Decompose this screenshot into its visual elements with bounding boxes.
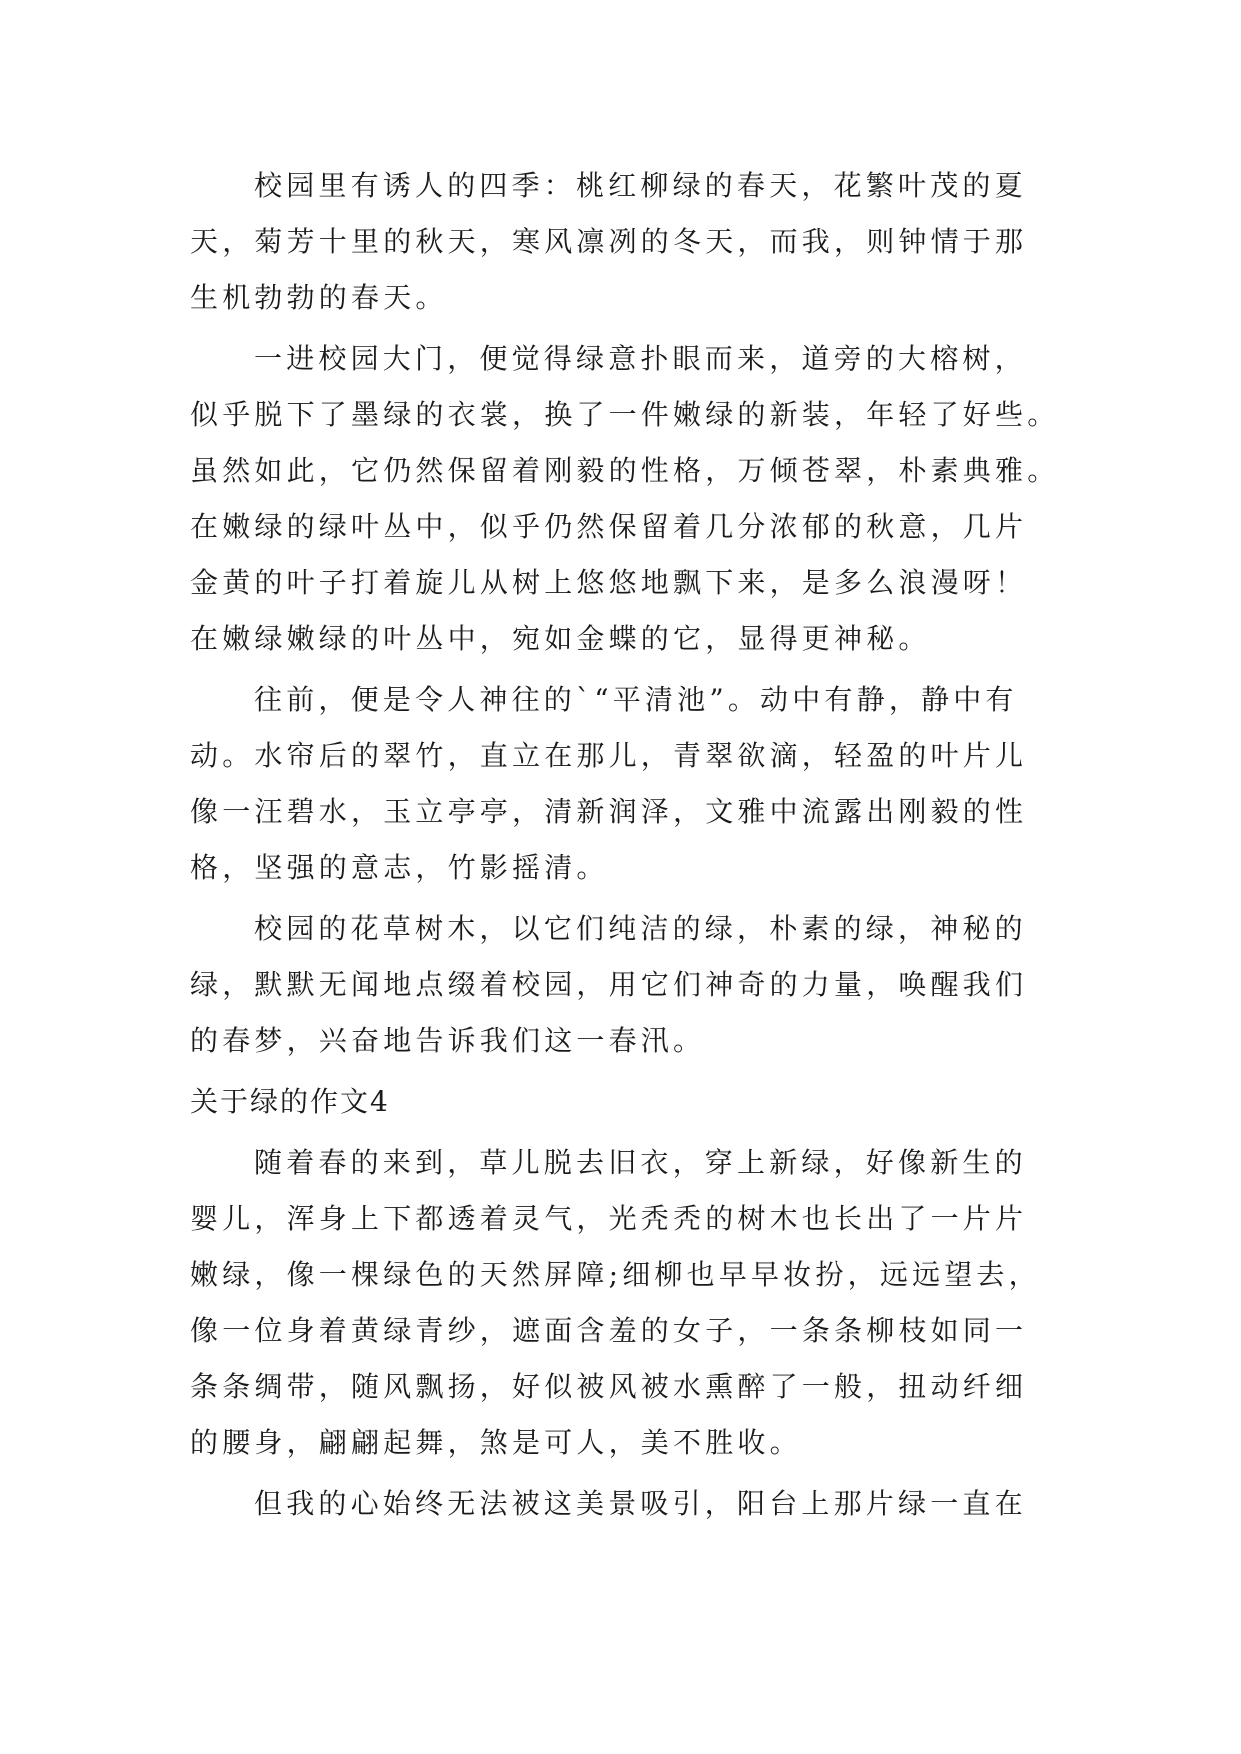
paragraph: [190, 1135, 1050, 1471]
text-line: 但我的心始终无法被这美景吸引，阳台上那片绿一直在: [254, 1487, 1027, 1520]
text-line: 天，菊芳十里的秋天，寒风凛冽的冬天，而我，则钟情于那: [190, 225, 1028, 258]
document-body: [190, 158, 1060, 1537]
section-heading: 关于绿的作文4: [190, 1085, 390, 1118]
paragraph: [190, 331, 1060, 667]
text-line: 格，坚强的意志，竹影摇清。: [190, 851, 609, 884]
text-line: 校园的花草树木，以它们纯洁的绿，朴素的绿，神秘的: [254, 912, 1027, 945]
text-line: 在嫩绿的绿叶丛中，似乎仍然保留着几分浓郁的秋意，几片: [190, 510, 1028, 543]
text-line: 像一位身着黄绿青纱，遮面含羞的女子，一条条柳枝如同一: [190, 1314, 1028, 1347]
text-line: 金黄的叶子打着旋儿从树上悠悠地飘下来，是多么浪漫呀！: [190, 566, 1028, 599]
text-line: 婴儿，浑身上下都透着灵气，光秃秃的树木也长出了一片片: [190, 1202, 1028, 1235]
text-line: 的春梦，兴奋地告诉我们这一春汛。: [190, 1024, 706, 1057]
paragraph: [190, 901, 1050, 1069]
text-line: 似乎脱下了墨绿的衣裳，换了一件嫩绿的新装，年轻了好些。: [190, 398, 1060, 431]
text-line: 绿，默默无闻地点缀着校园，用它们神奇的力量，唤醒我们: [190, 968, 1028, 1001]
text-line: 条条绸带，随风飘扬，好似被风被水熏醉了一般，扭动纤细: [190, 1370, 1028, 1403]
text-line: 在嫩绿嫩绿的叶丛中，宛如金蝶的它，显得更神秘。: [190, 622, 931, 655]
text-line: 动。水帘后的翠竹，直立在那儿，青翠欲滴，轻盈的叶片儿: [190, 739, 1028, 772]
text-line: 嫩绿，像一棵绿色的天然屏障;细柳也早早妆扮，远远望去，: [190, 1258, 1041, 1291]
text-line: 随着春的来到，草儿脱去旧衣，穿上新绿，好像新生的: [254, 1146, 1027, 1179]
text-line: 像一汪碧水，玉立亭亭，清新润泽，文雅中流露出刚毅的性: [190, 795, 1028, 828]
text-line: 一进校园大门，便觉得绿意扑眼而来，道旁的大榕树，: [254, 342, 1027, 375]
paragraph: [190, 1476, 1050, 1532]
text-line: 虽然如此，它仍然保留着刚毅的性格，万倾苍翠，朴素典雅。: [190, 454, 1060, 487]
text-line: 校园里有诱人的四季：桃红柳绿的春天，花繁叶茂的夏: [254, 169, 1027, 202]
paragraph: [190, 158, 1050, 326]
text-line: 生机勃勃的春天。: [190, 281, 448, 314]
paragraph: [190, 672, 1050, 896]
text-line: 往前，便是令人神往的`“平清池”。动中有静，静中有: [254, 683, 1018, 716]
text-line: 的腰身，翩翩起舞，煞是可人，美不胜收。: [190, 1426, 802, 1459]
